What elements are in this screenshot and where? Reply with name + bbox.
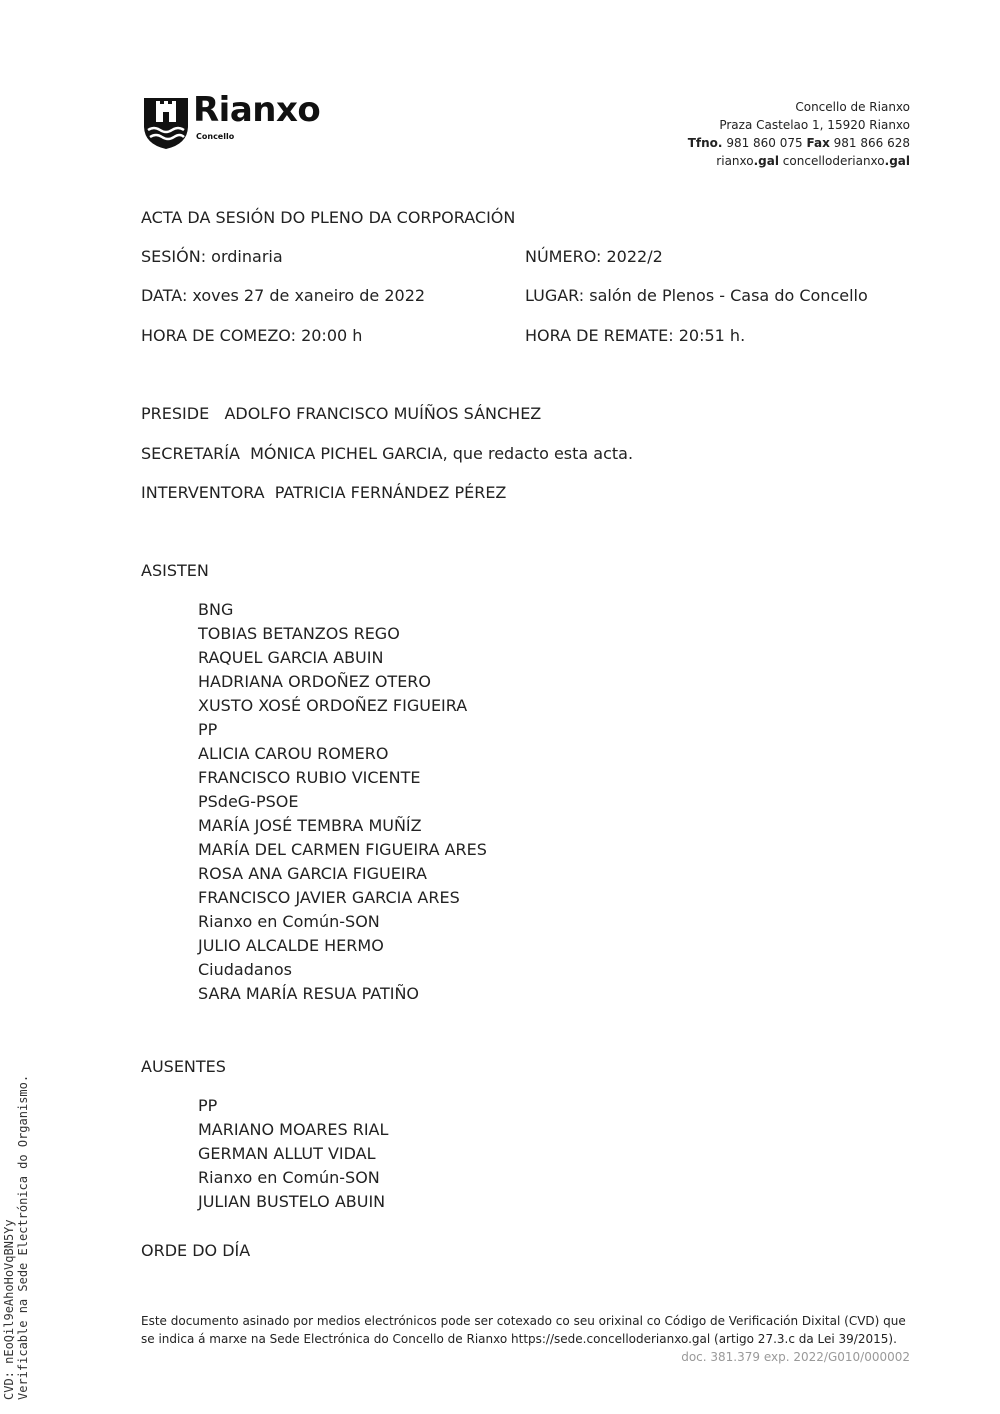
- list-item: MARÍA JOSÉ TEMBRA MUÑÍZ: [198, 816, 422, 835]
- verification-notice: Este documento asinado por medios electrónicos pode ser cotexado co seu orixinal co Código de Verificación Dixital (CVD) que se indica á marxe na Sede Electrónica do Concello de Rianxo https://sede.concelloderianxo.gal (artigo 27.3.c da Lei 39/2015).: [141, 1314, 906, 1346]
- list-item: FRANCISCO JAVIER GARCIA ARES: [198, 888, 460, 907]
- list-item: JULIAN BUSTELO ABUIN: [198, 1192, 386, 1211]
- web1-tld[interactable]: .gal: [753, 154, 779, 168]
- asisten-heading: ASISTEN: [141, 561, 209, 580]
- phone-value: 981 860 075: [726, 136, 803, 150]
- web1-name[interactable]: rianxo: [716, 154, 754, 168]
- address-web-line: [688, 152, 910, 170]
- orde-heading: ORDE DO DÍA: [141, 1241, 251, 1260]
- preside-line: PRESIDE ADOLFO FRANCISCO MUÍÑOS SÁNCHEZ: [141, 404, 542, 423]
- ausentes-list: [198, 1094, 388, 1214]
- list-item: TOBIAS BETANZOS REGO: [198, 624, 400, 643]
- fax-label: Fax: [806, 136, 830, 150]
- list-item: SARA MARÍA RESUA PATIÑO: [198, 984, 420, 1003]
- list-item: ALICIA CAROU ROMERO: [198, 744, 389, 763]
- list-item: Rianxo en Común-SON: [198, 912, 380, 931]
- list-item: Ciudadanos: [198, 960, 292, 979]
- list-item: PP: [198, 720, 218, 739]
- list-item: FRANCISCO RUBIO VICENTE: [198, 768, 421, 787]
- end-time: HORA DE REMATE: 20:51 h.: [525, 326, 746, 345]
- address-block: [688, 98, 910, 170]
- phone-label: Tfno.: [687, 136, 723, 150]
- cvd-margin: [2, 1075, 30, 1400]
- list-item: GERMAN ALLUT VIDAL: [198, 1144, 376, 1163]
- list-item: RAQUEL GARCIA ABUIN: [198, 648, 384, 667]
- web2-tld[interactable]: .gal: [884, 154, 910, 168]
- session-place: LUGAR: salón de Plenos - Casa do Concello: [525, 286, 868, 305]
- ausentes-heading: AUSENTES: [141, 1057, 226, 1076]
- concello-logo: [142, 90, 362, 154]
- address-line-2: Praza Castelao 1, 15920 Rianxo: [719, 118, 910, 132]
- cvd-code: CVD: nEoQil9eAhoHoVqBN5Yy: [2, 1219, 16, 1400]
- list-item: JULIO ALCALDE HERMO: [198, 936, 384, 955]
- document-reference: doc. 381.379 exp. 2022/G010/000002: [681, 1350, 910, 1364]
- cvd-verification-note: Verificable na Sede Electrónica do Organismo.: [16, 1074, 30, 1400]
- session-date: DATA: xoves 27 de xaneiro de 2022: [141, 286, 426, 305]
- logo-subtitle: Concello: [196, 132, 235, 141]
- asisten-list: [198, 598, 487, 1006]
- list-item: ROSA ANA GARCIA FIGUEIRA: [198, 864, 427, 883]
- list-item: MARÍA DEL CARMEN FIGUEIRA ARES: [198, 840, 487, 859]
- session-type: SESIÓN: ordinaria: [141, 247, 283, 266]
- fax-value: 981 866 628: [833, 136, 910, 150]
- rianxo-shield-icon: [142, 96, 190, 150]
- list-item: Rianxo en Común-SON: [198, 1168, 380, 1187]
- list-item: XUSTO XOSÉ ORDOÑEZ FIGUEIRA: [198, 696, 468, 715]
- address-line-1: Concello de Rianxo: [795, 100, 910, 114]
- address-phone-line: [688, 134, 910, 152]
- logo-name: Rianxo: [193, 90, 321, 130]
- list-item: PP: [198, 1096, 218, 1115]
- secretaria-line: SECRETARÍA MÓNICA PICHEL GARCIA, que redacto esta acta.: [141, 444, 634, 463]
- start-time: HORA DE COMEZO: 20:00 h: [141, 326, 363, 345]
- list-item: PSdeG-PSOE: [198, 792, 299, 811]
- web2-name[interactable]: concelloderianxo: [782, 154, 885, 168]
- list-item: BNG: [198, 600, 234, 619]
- list-item: HADRIANA ORDOÑEZ OTERO: [198, 672, 432, 691]
- session-number: NÚMERO: 2022/2: [525, 247, 663, 266]
- acta-title: ACTA DA SESIÓN DO PLENO DA CORPORACIÓN: [141, 208, 516, 227]
- list-item: MARIANO MOARES RIAL: [198, 1120, 389, 1139]
- interventora-line: INTERVENTORA PATRICIA FERNÁNDEZ PÉREZ: [141, 483, 507, 502]
